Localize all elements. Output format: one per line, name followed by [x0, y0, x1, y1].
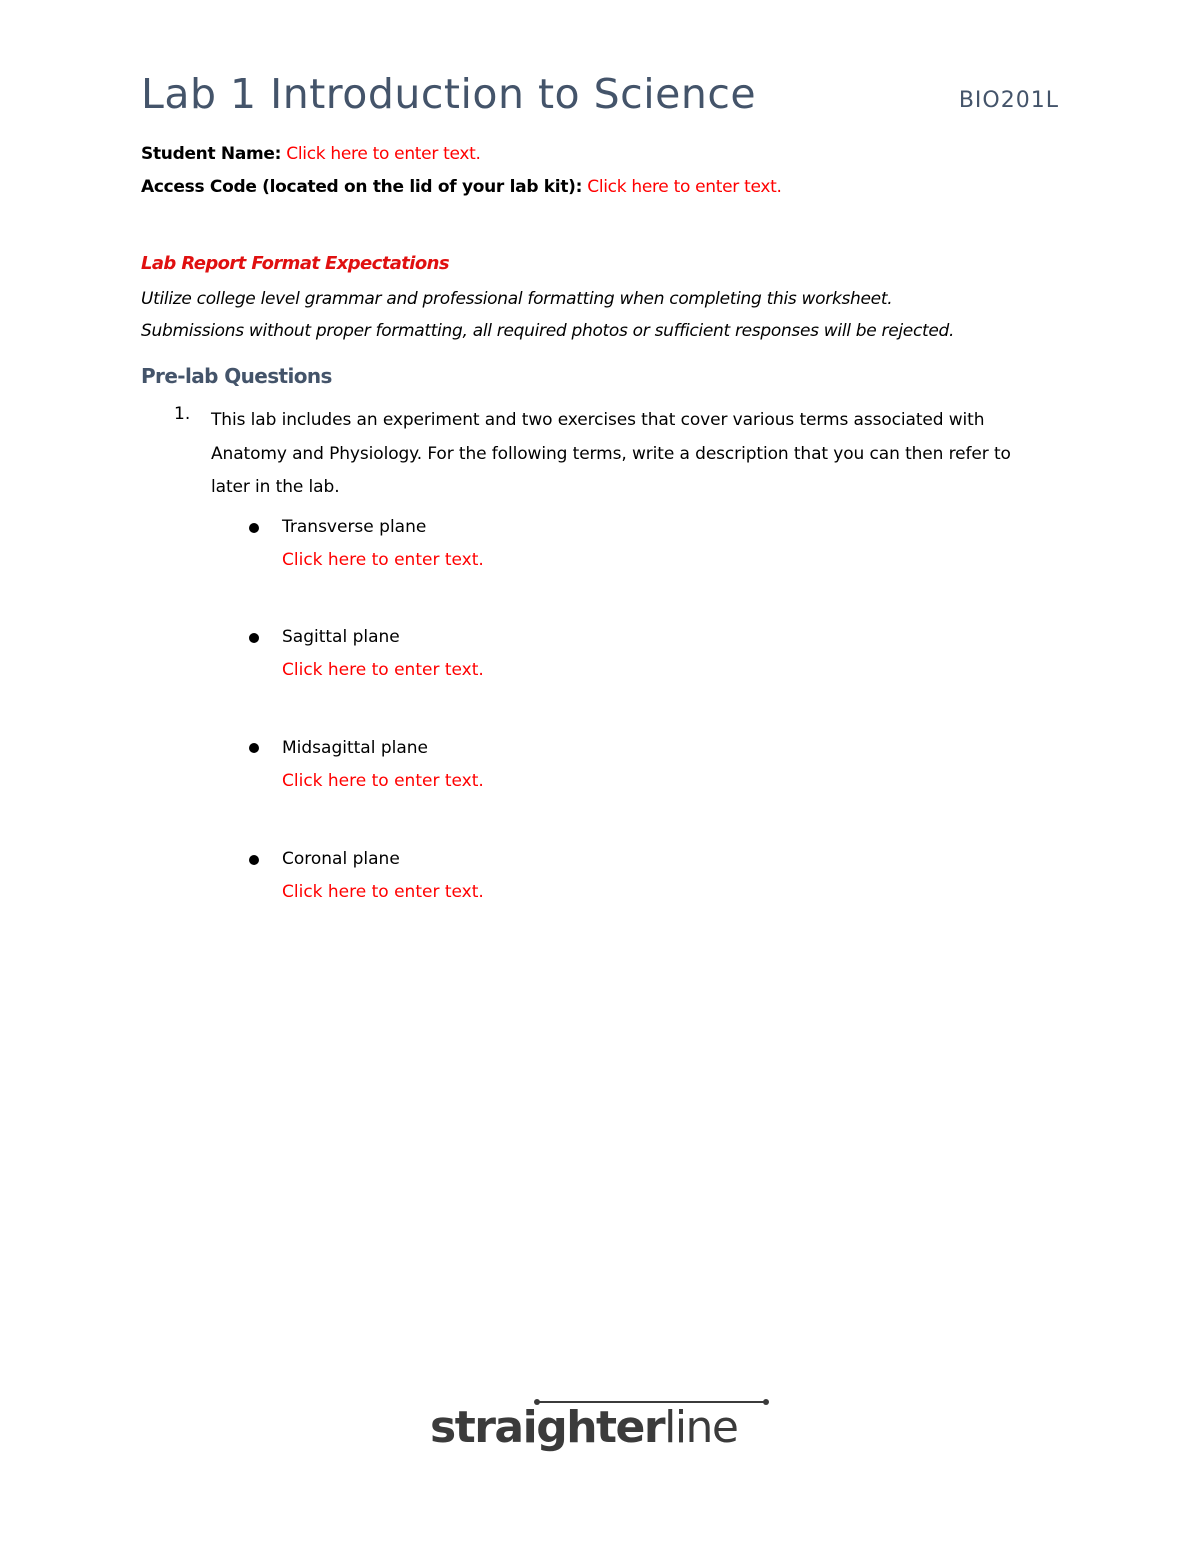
term-label: Transverse plane: [282, 517, 427, 537]
logo-text-bold: straighter: [430, 1402, 665, 1453]
question-line: later in the lab.: [211, 477, 340, 497]
logo-dot: [763, 1399, 769, 1405]
access-code-label: Access Code (located on the lid of your lab kit):: [141, 177, 583, 197]
term-answer-field[interactable]: Click here to enter text.: [282, 660, 484, 680]
format-expectations-line-1: Utilize college level grammar and professional formatting when completing this worksheet.: [141, 289, 893, 309]
student-name-label: Student Name:: [141, 144, 282, 164]
question-line: This lab includes an experiment and two exercises that cover various terms associated with: [211, 410, 985, 430]
prelab-heading: Pre-lab Questions: [141, 364, 332, 388]
question-number: 1.: [174, 404, 191, 424]
course-code: BIO201L: [958, 88, 1059, 113]
bullet-icon: [249, 633, 259, 643]
format-expectations-heading: Lab Report Format Expectations: [141, 253, 449, 274]
format-expectations-line-2: Submissions without proper formatting, all required photos or sufficient responses will be rejected.: [141, 321, 955, 341]
bullet-icon: [249, 743, 259, 753]
question-line: Anatomy and Physiology. For the following terms, write a description that you can then refer to: [211, 443, 1011, 464]
bullet-icon: [249, 523, 259, 533]
question-text: [211, 404, 1061, 505]
access-code-row: [141, 177, 782, 197]
logo-wordmark: [430, 1402, 738, 1453]
term-label: Sagittal plane: [282, 627, 400, 647]
student-name-row: [141, 144, 481, 164]
logo-text-thin: line: [664, 1402, 738, 1453]
term-label: Midsagittal plane: [282, 738, 429, 758]
access-code-field[interactable]: Click here to enter text.: [587, 177, 782, 197]
student-name-field[interactable]: Click here to enter text.: [286, 144, 481, 164]
page-title: Lab 1 Introduction to Science: [141, 70, 757, 118]
term-answer-field[interactable]: Click here to enter text.: [282, 882, 484, 902]
term-answer-field[interactable]: Click here to enter text.: [282, 550, 484, 570]
term-label: Coronal plane: [282, 849, 400, 869]
bullet-icon: [249, 855, 259, 865]
straighterline-logo: [430, 1400, 770, 1460]
term-answer-field[interactable]: Click here to enter text.: [282, 771, 484, 791]
